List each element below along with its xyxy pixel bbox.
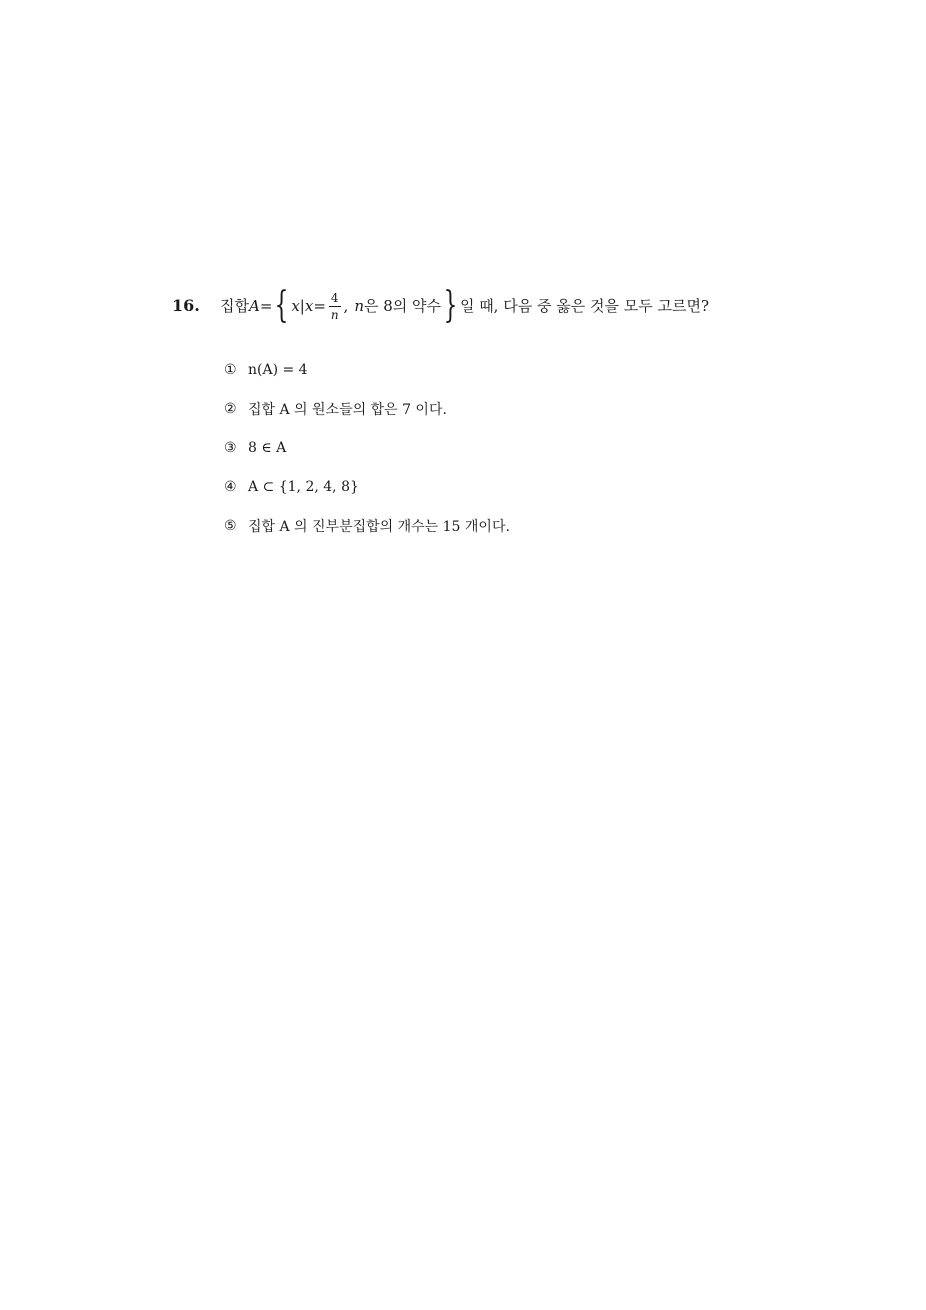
fraction-denominator: n <box>330 307 339 322</box>
question-16 <box>172 285 892 326</box>
answer-options <box>224 360 510 555</box>
such-that-bar: | <box>299 296 305 315</box>
stem-prefix: 집합 <box>220 296 249 315</box>
option-5 <box>224 516 510 536</box>
stem-suffix: 일 때, 다음 중 옳은 것을 모두 고르면? <box>459 296 709 315</box>
question-number: 16. <box>172 296 200 315</box>
fraction-numerator: 4 <box>330 290 339 305</box>
option-text: n(A) = 4 <box>248 362 308 378</box>
equals-sign: = <box>259 296 273 315</box>
brace-open: { <box>274 285 289 326</box>
condition-text: 은 8의 약수 <box>363 296 442 315</box>
comma: , <box>343 296 349 315</box>
option-mark: ④ <box>224 479 237 495</box>
option-text: A ⊂ {1, 2, 4, 8} <box>248 479 359 495</box>
option-mark: ① <box>224 362 237 378</box>
option-text: 집합 A 의 원소들의 합은 7 이다. <box>248 402 447 418</box>
condition-variable: n <box>354 296 364 315</box>
question-stem <box>220 285 709 326</box>
option-mark: ⑤ <box>224 518 237 534</box>
set-name: A <box>248 296 260 315</box>
option-2 <box>224 399 510 419</box>
option-text: 8 ∈ A <box>248 440 287 456</box>
set-variable-2: x <box>304 296 314 315</box>
brace-close: } <box>443 285 458 326</box>
option-3 <box>224 438 510 458</box>
fraction <box>329 292 341 321</box>
equals-sign-2: = <box>313 296 326 315</box>
option-1 <box>224 360 510 380</box>
option-text: 집합 A 의 진부분집합의 개수는 15 개이다. <box>248 519 510 535</box>
option-mark: ② <box>224 401 237 417</box>
set-variable: x <box>291 296 300 315</box>
option-mark: ③ <box>224 440 237 456</box>
option-4 <box>224 477 510 497</box>
